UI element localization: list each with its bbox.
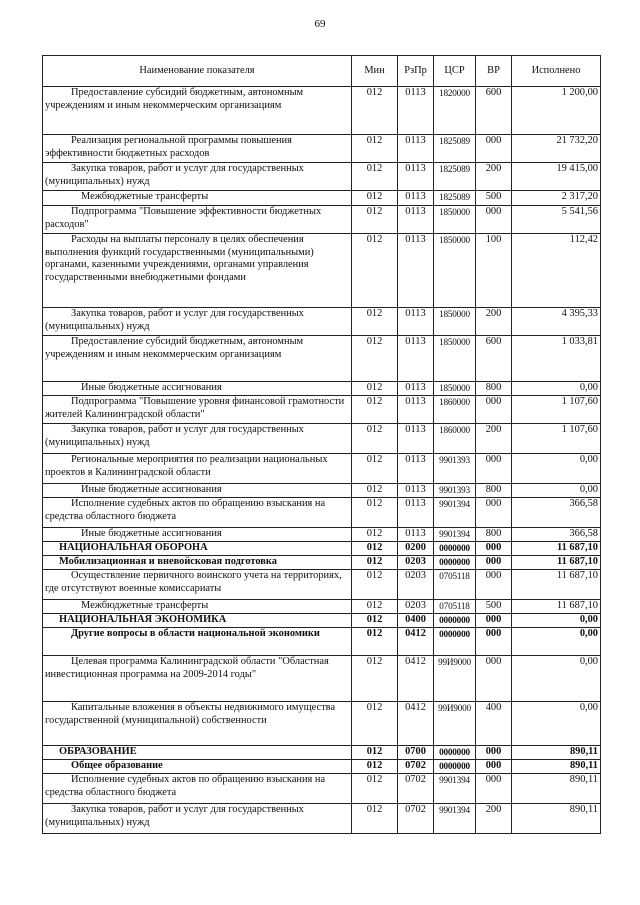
cell-csr: 1825089 [434, 163, 476, 191]
cell-done: 1 107,60 [512, 424, 601, 454]
cell-done: 0,00 [512, 614, 601, 628]
cell-name: Исполнение судебных актов по обращению взыскания на средства областного бюджета [43, 498, 352, 528]
cell-vr: 200 [476, 424, 512, 454]
cell-csr: 0000000 [434, 746, 476, 760]
cell-csr: 9901394 [434, 804, 476, 834]
table-row [43, 628, 601, 656]
cell-min: 012 [352, 760, 398, 774]
cell-csr: 99И9000 [434, 656, 476, 702]
cell-done: 366,58 [512, 528, 601, 542]
cell-csr: 1860000 [434, 396, 476, 424]
cell-vr: 400 [476, 702, 512, 746]
cell-vr: 500 [476, 600, 512, 614]
cell-vr: 200 [476, 308, 512, 336]
cell-csr: 0705118 [434, 600, 476, 614]
cell-csr: 9901393 [434, 454, 476, 484]
cell-min: 012 [352, 528, 398, 542]
cell-min: 012 [352, 656, 398, 702]
table-row [43, 206, 601, 234]
cell-vr: 000 [476, 542, 512, 556]
cell-vr: 800 [476, 382, 512, 396]
cell-min: 012 [352, 163, 398, 191]
cell-min: 012 [352, 424, 398, 454]
cell-vr: 800 [476, 484, 512, 498]
cell-vr: 000 [476, 570, 512, 600]
cell-min: 012 [352, 600, 398, 614]
cell-csr: 1860000 [434, 424, 476, 454]
cell-name: Межбюджетные трансферты [43, 600, 352, 614]
cell-rzpr: 0113 [398, 484, 434, 498]
table-row [43, 498, 601, 528]
table-row [43, 528, 601, 542]
table-row [43, 600, 601, 614]
cell-name: ОБРАЗОВАНИЕ [43, 746, 352, 760]
cell-rzpr: 0702 [398, 804, 434, 834]
cell-done: 0,00 [512, 454, 601, 484]
table-row [43, 702, 601, 746]
cell-rzpr: 0412 [398, 656, 434, 702]
table-row [43, 163, 601, 191]
cell-vr: 000 [476, 498, 512, 528]
header-csr: ЦСР [434, 56, 476, 87]
cell-done: 0,00 [512, 656, 601, 702]
cell-done: 890,11 [512, 760, 601, 774]
cell-done: 366,58 [512, 498, 601, 528]
cell-min: 012 [352, 746, 398, 760]
cell-min: 012 [352, 336, 398, 382]
cell-csr: 9901394 [434, 774, 476, 804]
cell-vr: 000 [476, 454, 512, 484]
cell-min: 012 [352, 484, 398, 498]
cell-name: НАЦИОНАЛЬНАЯ ОБОРОНА [43, 542, 352, 556]
cell-done: 2 317,20 [512, 191, 601, 206]
cell-rzpr: 0113 [398, 163, 434, 191]
cell-done: 11 687,10 [512, 542, 601, 556]
cell-vr: 000 [476, 746, 512, 760]
cell-done: 5 541,56 [512, 206, 601, 234]
cell-rzpr: 0700 [398, 746, 434, 760]
cell-rzpr: 0113 [398, 454, 434, 484]
cell-rzpr: 0113 [398, 206, 434, 234]
cell-name: Подпрограмма "Повышение эффективности бюджетных расходов" [43, 206, 352, 234]
cell-done: 0,00 [512, 484, 601, 498]
cell-rzpr: 0113 [398, 382, 434, 396]
cell-done: 4 395,33 [512, 308, 601, 336]
cell-done: 1 033,81 [512, 336, 601, 382]
cell-rzpr: 0113 [398, 308, 434, 336]
cell-min: 012 [352, 308, 398, 336]
cell-rzpr: 0412 [398, 702, 434, 746]
cell-vr: 000 [476, 628, 512, 656]
cell-name: Закупка товаров, работ и услуг для государственных (муниципальных) нужд [43, 804, 352, 834]
cell-csr: 9901393 [434, 484, 476, 498]
cell-rzpr: 0400 [398, 614, 434, 628]
cell-rzpr: 0113 [398, 396, 434, 424]
cell-name: Межбюджетные трансферты [43, 191, 352, 206]
table-row [43, 760, 601, 774]
table-row [43, 234, 601, 308]
cell-vr: 200 [476, 804, 512, 834]
cell-name: Реализация региональной программы повышения эффективности бюджетных расходов [43, 135, 352, 163]
cell-min: 012 [352, 135, 398, 163]
cell-name: НАЦИОНАЛЬНАЯ ЭКОНОМИКА [43, 614, 352, 628]
cell-min: 012 [352, 570, 398, 600]
cell-csr: 99И9000 [434, 702, 476, 746]
cell-rzpr: 0200 [398, 542, 434, 556]
cell-done: 11 687,10 [512, 556, 601, 570]
cell-name: Другие вопросы в области национальной экономики [43, 628, 352, 656]
cell-csr: 0000000 [434, 542, 476, 556]
cell-rzpr: 0412 [398, 628, 434, 656]
table-row [43, 614, 601, 628]
cell-min: 012 [352, 87, 398, 135]
header-vr: ВР [476, 56, 512, 87]
cell-name: Предоставление субсидий бюджетным, автономным учреждениям и иным некоммерческим организациям [43, 336, 352, 382]
cell-vr: 000 [476, 396, 512, 424]
cell-vr: 000 [476, 135, 512, 163]
cell-done: 11 687,10 [512, 600, 601, 614]
cell-min: 012 [352, 396, 398, 424]
cell-name: Мобилизационная и вневойсковая подготовка [43, 556, 352, 570]
table-row [43, 308, 601, 336]
cell-csr: 1850000 [434, 382, 476, 396]
header-rzpr: РзПр [398, 56, 434, 87]
cell-rzpr: 0702 [398, 774, 434, 804]
table-body [43, 87, 601, 834]
cell-csr: 1825089 [434, 135, 476, 163]
table-row [43, 570, 601, 600]
cell-vr: 800 [476, 528, 512, 542]
cell-name: Целевая программа Калининградской области "Областная инвестиционная программа на 2009-2014 годы" [43, 656, 352, 702]
cell-done: 19 415,00 [512, 163, 601, 191]
cell-done: 0,00 [512, 628, 601, 656]
table-row [43, 774, 601, 804]
cell-name: Иные бюджетные ассигнования [43, 484, 352, 498]
cell-name: Закупка товаров, работ и услуг для государственных (муниципальных) нужд [43, 308, 352, 336]
cell-rzpr: 0702 [398, 760, 434, 774]
cell-rzpr: 0203 [398, 556, 434, 570]
cell-csr: 0705118 [434, 570, 476, 600]
cell-min: 012 [352, 702, 398, 746]
cell-csr: 0000000 [434, 614, 476, 628]
cell-min: 012 [352, 556, 398, 570]
cell-name: Предоставление субсидий бюджетным, автономным учреждениям и иным некоммерческим организациям [43, 87, 352, 135]
table-row [43, 191, 601, 206]
cell-rzpr: 0113 [398, 191, 434, 206]
cell-rzpr: 0203 [398, 570, 434, 600]
cell-min: 012 [352, 774, 398, 804]
cell-csr: 1850000 [434, 234, 476, 308]
cell-name: Иные бюджетные ассигнования [43, 382, 352, 396]
cell-name: Осуществление первичного воинского учета на территориях, где отсутствуют военные комиссариаты [43, 570, 352, 600]
header-row [43, 56, 601, 87]
table-row [43, 454, 601, 484]
header-min: Мин [352, 56, 398, 87]
cell-vr: 600 [476, 336, 512, 382]
cell-csr: 1850000 [434, 308, 476, 336]
table-row [43, 556, 601, 570]
table-row [43, 382, 601, 396]
cell-done: 890,11 [512, 774, 601, 804]
table-row [43, 336, 601, 382]
budget-table [42, 55, 601, 834]
page-number: 69 [314, 18, 326, 30]
cell-rzpr: 0113 [398, 234, 434, 308]
cell-vr: 000 [476, 556, 512, 570]
cell-rzpr: 0113 [398, 135, 434, 163]
table-row [43, 746, 601, 760]
cell-csr: 0000000 [434, 760, 476, 774]
cell-min: 012 [352, 804, 398, 834]
cell-name: Общее образование [43, 760, 352, 774]
cell-min: 012 [352, 614, 398, 628]
cell-name: Капитальные вложения в объекты недвижимого имущества государственной (муниципальной) собственности [43, 702, 352, 746]
cell-rzpr: 0113 [398, 498, 434, 528]
table-row [43, 484, 601, 498]
table-row [43, 656, 601, 702]
table-row [43, 396, 601, 424]
cell-vr: 000 [476, 614, 512, 628]
cell-rzpr: 0113 [398, 87, 434, 135]
cell-csr: 1850000 [434, 206, 476, 234]
table-row [43, 135, 601, 163]
cell-name: Закупка товаров, работ и услуг для государственных (муниципальных) нужд [43, 163, 352, 191]
cell-done: 11 687,10 [512, 570, 601, 600]
cell-min: 012 [352, 542, 398, 556]
cell-vr: 500 [476, 191, 512, 206]
cell-name: Подпрограмма "Повышение уровня финансовой грамотности жителей Калининградской области" [43, 396, 352, 424]
cell-rzpr: 0113 [398, 528, 434, 542]
cell-done: 1 200,00 [512, 87, 601, 135]
table-row [43, 87, 601, 135]
cell-vr: 000 [476, 656, 512, 702]
cell-csr: 0000000 [434, 628, 476, 656]
cell-rzpr: 0113 [398, 336, 434, 382]
cell-csr: 1850000 [434, 336, 476, 382]
cell-done: 112,42 [512, 234, 601, 308]
cell-vr: 100 [476, 234, 512, 308]
cell-csr: 9901394 [434, 528, 476, 542]
cell-done: 1 107,60 [512, 396, 601, 424]
cell-min: 012 [352, 206, 398, 234]
cell-name: Региональные мероприятия по реализации национальных проектов в Калининградской области [43, 454, 352, 484]
cell-min: 012 [352, 234, 398, 308]
cell-min: 012 [352, 498, 398, 528]
table-row [43, 424, 601, 454]
table-row [43, 542, 601, 556]
cell-rzpr: 0203 [398, 600, 434, 614]
cell-min: 012 [352, 382, 398, 396]
cell-csr: 9901394 [434, 498, 476, 528]
cell-min: 012 [352, 191, 398, 206]
cell-vr: 200 [476, 163, 512, 191]
header-name: Наименование показателя [43, 56, 352, 87]
cell-rzpr: 0113 [398, 424, 434, 454]
cell-done: 0,00 [512, 702, 601, 746]
table-row [43, 804, 601, 834]
cell-vr: 000 [476, 760, 512, 774]
cell-done: 21 732,20 [512, 135, 601, 163]
cell-min: 012 [352, 454, 398, 484]
cell-name: Исполнение судебных актов по обращению взыскания на средства областного бюджета [43, 774, 352, 804]
cell-vr: 000 [476, 774, 512, 804]
cell-vr: 600 [476, 87, 512, 135]
cell-done: 890,11 [512, 746, 601, 760]
cell-csr: 1825089 [434, 191, 476, 206]
cell-csr: 0000000 [434, 556, 476, 570]
cell-name: Иные бюджетные ассигнования [43, 528, 352, 542]
cell-min: 012 [352, 628, 398, 656]
cell-vr: 000 [476, 206, 512, 234]
cell-csr: 1820000 [434, 87, 476, 135]
header-done: Исполнено [512, 56, 601, 87]
cell-done: 890,11 [512, 804, 601, 834]
cell-name: Расходы на выплаты персоналу в целях обеспечения выполнения функций государственными (муниципальными) органами, казенными учреждениями, органами управления государственными внебюджетными фондами [43, 234, 352, 308]
cell-name: Закупка товаров, работ и услуг для государственных (муниципальных) нужд [43, 424, 352, 454]
cell-done: 0,00 [512, 382, 601, 396]
